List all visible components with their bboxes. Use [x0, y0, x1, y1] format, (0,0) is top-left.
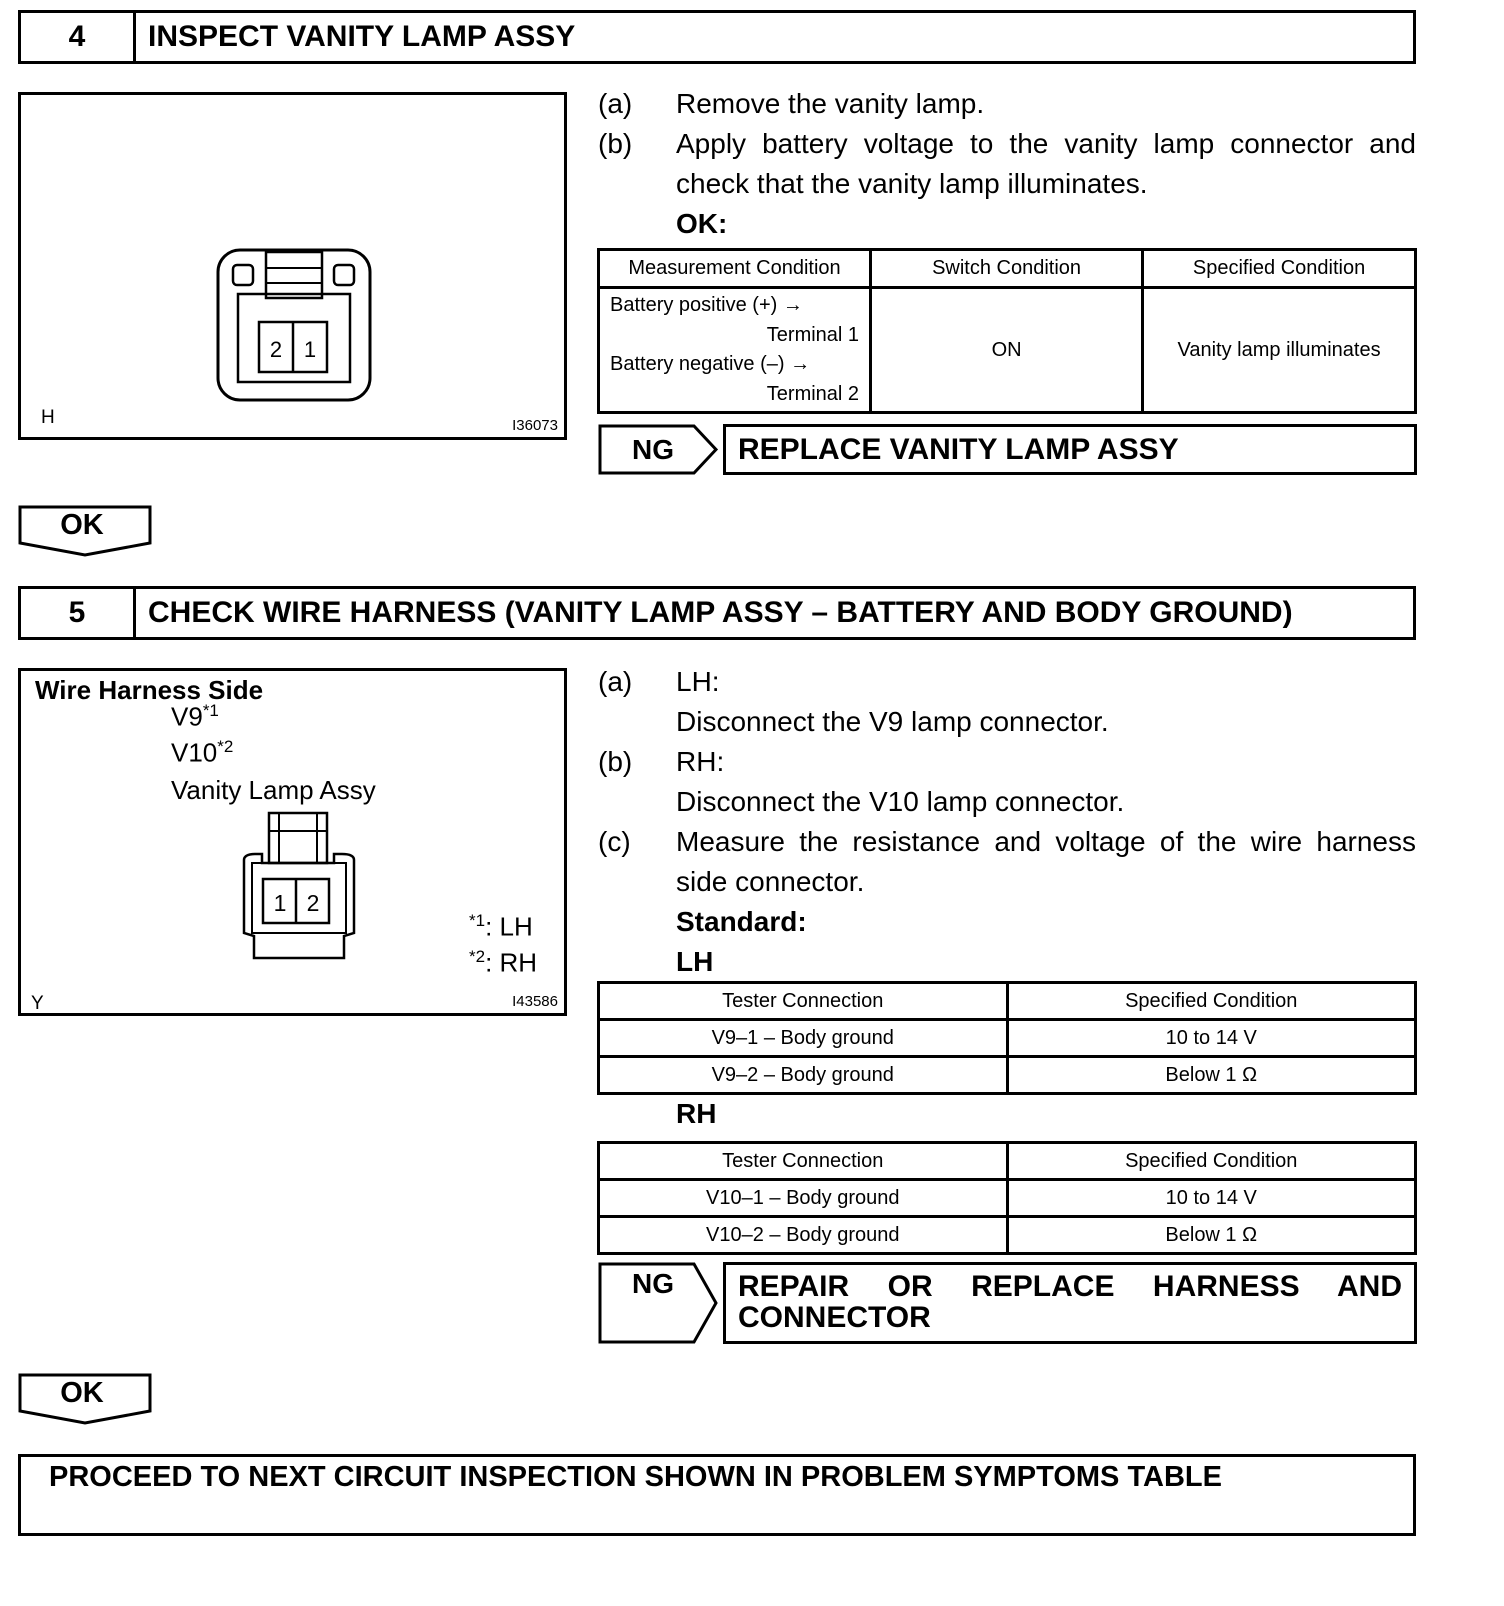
specified-condition-cell: Below 1 Ω	[1007, 1057, 1416, 1094]
step5-figure	[18, 668, 567, 1016]
step5-number: 5	[21, 589, 136, 637]
footnote-mark: *1	[469, 911, 486, 930]
figure-id: I36073	[512, 417, 558, 434]
step4-ng-branch	[598, 424, 1417, 475]
lh-label: LH	[676, 946, 714, 977]
ng-action-text: REPAIR OR REPLACE HARNESS AND CONNECTOR	[738, 1270, 1402, 1334]
step5-ng-branch	[598, 1262, 1417, 1344]
step4-figure	[18, 92, 567, 440]
pin-label: 1	[273, 890, 287, 916]
table-header: Tester Connection	[599, 983, 1008, 1020]
instruction-label: (b)	[598, 128, 633, 159]
pin-label: 2	[306, 890, 320, 916]
switch-condition-cell: ON	[871, 288, 1143, 413]
footnote-mark: *2	[469, 947, 486, 966]
specified-condition-cell: 10 to 14 V	[1007, 1180, 1416, 1217]
table-header: Specified Condition	[1143, 250, 1416, 288]
instruction-label: (a)	[598, 88, 633, 119]
tester-connection-cell: V9–2 – Body ground	[599, 1057, 1008, 1094]
instruction-label: (a)	[598, 666, 633, 697]
tester-connection-cell: V10–2 – Body ground	[599, 1217, 1008, 1254]
step5-header	[18, 586, 1416, 640]
figure-heading: Wire Harness Side	[35, 675, 264, 705]
table-header: Switch Condition	[871, 250, 1143, 288]
table-row	[599, 1217, 1416, 1254]
table-header: Specified Condition	[1007, 1143, 1416, 1180]
step4-header	[18, 10, 1416, 64]
vanity-lamp-connector-drawing	[18, 92, 567, 440]
instruction-line: Disconnect the V9 lamp connector.	[676, 706, 1109, 737]
step4-ok-tag	[18, 505, 152, 557]
measurement-line: Terminal 2	[766, 382, 860, 405]
rh-label: RH	[676, 1098, 717, 1129]
instruction-label: (c)	[598, 826, 631, 857]
measurement-line: Terminal 1	[766, 323, 860, 346]
instruction-item	[598, 124, 1416, 204]
instruction-line: RH:	[676, 746, 725, 777]
step4-title: INSPECT VANITY LAMP ASSY	[148, 20, 576, 53]
table-row	[599, 1057, 1416, 1094]
final-instruction-box: PROCEED TO NEXT CIRCUIT INSPECTION SHOWN IN PROBLEM SYMPTOMS TABLE	[18, 1454, 1416, 1536]
footnote-mark: *1	[202, 701, 219, 720]
tester-connection-cell: V10–1 – Body ground	[599, 1180, 1008, 1217]
ng-label: NG	[632, 1268, 674, 1299]
standard-label: Standard:	[676, 906, 807, 937]
step5-rh-table	[597, 1141, 1417, 1255]
step4-number: 4	[21, 13, 136, 61]
figure-corner-code: H	[41, 407, 55, 428]
ok-tag-label: OK	[60, 1377, 104, 1409]
legend-rh	[469, 947, 537, 979]
step4-spec-table	[597, 248, 1417, 414]
tester-connection-cell: V9–1 – Body ground	[599, 1020, 1008, 1057]
step5-lh-table	[597, 981, 1417, 1095]
step5-title: CHECK WIRE HARNESS (VANITY LAMP ASSY – BATTERY AND BODY GROUND)	[148, 596, 1293, 629]
ok-label: OK:	[676, 208, 728, 239]
instruction-item	[598, 822, 1416, 902]
figure-id: I43586	[512, 993, 558, 1010]
ok-tag-label: OK	[60, 509, 104, 541]
step5-ok-tag	[18, 1373, 152, 1425]
ng-label: NG	[632, 434, 674, 465]
step5-instructions	[598, 662, 1416, 982]
table-row	[599, 1180, 1416, 1217]
measurement-line: Battery negative (–) →	[610, 353, 811, 375]
figure-corner-code: Y	[31, 993, 44, 1014]
measurement-line: Battery positive (+) →	[610, 294, 803, 316]
legend-text: : LH	[485, 911, 533, 942]
pin-label: 2	[269, 337, 283, 362]
instruction-item	[598, 742, 1416, 822]
instruction-item	[598, 662, 1416, 742]
component-name: Vanity Lamp Assy	[171, 775, 376, 805]
measurement-condition-cell	[599, 288, 871, 413]
legend-lh	[469, 911, 533, 943]
instruction-line: Measure the resistance and voltage of the wire harness side connector.	[676, 826, 1416, 897]
instruction-text: Remove the vanity lamp.	[676, 88, 985, 119]
instruction-text: Apply battery voltage to the vanity lamp connector and check that the vanity lamp illuminates.	[676, 128, 1416, 199]
instruction-line: LH:	[676, 666, 720, 697]
instruction-line: Disconnect the V10 lamp connector.	[676, 786, 1125, 817]
table-row	[599, 1020, 1416, 1057]
specified-condition-cell: Vanity lamp illuminates	[1143, 288, 1416, 413]
ng-action-text: REPLACE VANITY LAMP ASSY	[738, 433, 1179, 466]
connector-code: V10	[171, 737, 218, 768]
connector-code: V9	[171, 701, 203, 732]
ng-action-box	[723, 1262, 1417, 1344]
table-header: Measurement Condition	[599, 250, 871, 288]
ng-action-box	[723, 424, 1417, 475]
step4-instructions	[598, 84, 1416, 244]
instruction-item	[598, 84, 1416, 124]
footnote-mark: *2	[217, 737, 234, 756]
table-header: Tester Connection	[599, 1143, 1008, 1180]
instruction-label: (b)	[598, 746, 633, 777]
pin-label: 1	[303, 337, 317, 362]
legend-text: : RH	[485, 947, 538, 978]
specified-condition-cell: Below 1 Ω	[1007, 1217, 1416, 1254]
table-header: Specified Condition	[1007, 983, 1416, 1020]
specified-condition-cell: 10 to 14 V	[1007, 1020, 1416, 1057]
